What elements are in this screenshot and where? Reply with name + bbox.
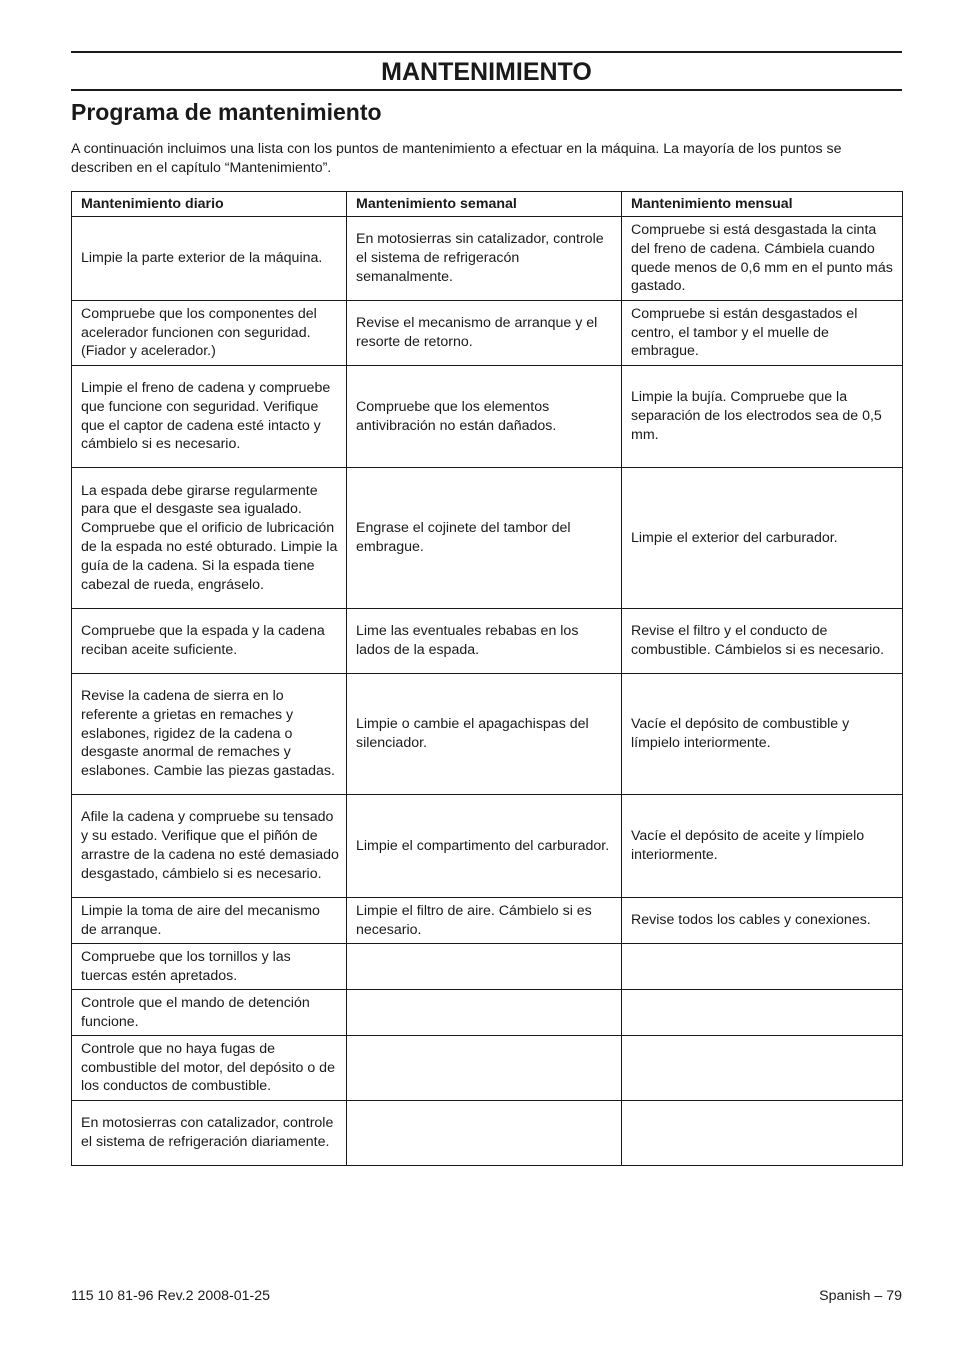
document-number: 115 10 81-96 Rev.2 2008-01-25 [71, 1288, 271, 1304]
table-header-row [72, 192, 903, 217]
cell-weekly [347, 1036, 622, 1101]
cell-daily: Limpie la toma de aire del mecanismo de arranque. [72, 898, 347, 944]
cell-daily: Controle que el mando de detención funcione. [72, 990, 347, 1036]
cell-daily: Compruebe que los componentes del acelerador funcionen con seguridad. (Fiador y acelerador.) [72, 301, 347, 366]
cell-daily: Compruebe que los tornillos y las tuercas estén apretados. [72, 944, 347, 990]
page-number: Spanish – 79 [819, 1288, 902, 1304]
cell-daily: En motosierras con catalizador, controle el sistema de refrigeración diariamente. [72, 1101, 347, 1166]
cell-daily: Limpie la parte exterior de la máquina. [72, 217, 347, 301]
header-daily: Mantenimiento diario [72, 192, 347, 217]
table-row [72, 217, 903, 301]
table-row [72, 944, 903, 990]
section-title: MANTENIMIENTO [381, 58, 592, 86]
cell-monthly: Compruebe si está desgastada la cinta del freno de cadena. Cámbiela cuando quede menos de 0,6 mm en el punto más gastado. [622, 217, 903, 301]
cell-weekly: Lime las eventuales rebabas en los lados de la espada. [347, 609, 622, 674]
table-row [72, 898, 903, 944]
section-header [71, 51, 902, 91]
table-row [72, 609, 903, 674]
table-row [72, 301, 903, 366]
cell-weekly: Revise el mecanismo de arranque y el resorte de retorno. [347, 301, 622, 366]
cell-daily: Afile la cadena y compruebe su tensado y su estado. Verifique que el piñón de arrastre de la cadena no esté demasiado desgastado, cámbielo si es necesario. [72, 795, 347, 898]
cell-weekly: Compruebe que los elementos antivibración no están dañados. [347, 366, 622, 468]
cell-daily: Revise la cadena de sierra en lo referente a grietas en remaches y eslabones, rigidez de la cadena o desgaste anormal de remaches y eslabones. Cambie las piezas gastadas. [72, 674, 347, 795]
cell-daily: Controle que no haya fugas de combustible del motor, del depósito o de los conductos de combustible. [72, 1036, 347, 1101]
cell-monthly: Revise el filtro y el conducto de combustible. Cámbielos si es necesario. [622, 609, 903, 674]
header-weekly: Mantenimiento semanal [347, 192, 622, 217]
cell-weekly [347, 990, 622, 1036]
cell-monthly [622, 990, 903, 1036]
cell-weekly: Limpie o cambie el apagachispas del silenciador. [347, 674, 622, 795]
cell-weekly [347, 1101, 622, 1166]
cell-weekly: En motosierras sin catalizador, controle el sistema de refrigeracón semanalmente. [347, 217, 622, 301]
cell-monthly: Revise todos los cables y conexiones. [622, 898, 903, 944]
intro-paragraph: A continuación incluimos una lista con los puntos de mantenimiento a efectuar en la máquina. La mayoría de los puntos se describen en el capítulo “Mantenimiento”. [71, 141, 842, 176]
cell-monthly: Vacíe el depósito de aceite y límpielo interiormente. [622, 795, 903, 898]
cell-weekly: Limpie el filtro de aire. Cámbielo si es necesario. [347, 898, 622, 944]
table-row [72, 468, 903, 609]
cell-monthly: Vacíe el depósito de combustible y límpielo interiormente. [622, 674, 903, 795]
cell-monthly [622, 1036, 903, 1101]
page-subtitle: Programa de mantenimiento [71, 99, 382, 125]
table-row [72, 795, 903, 898]
cell-monthly: Limpie el exterior del carburador. [622, 468, 903, 609]
cell-daily: Limpie el freno de cadena y compruebe que funcione con seguridad. Verifique que el captor de cadena esté intacto y cámbielo si es necesario. [72, 366, 347, 468]
table-row [72, 990, 903, 1036]
cell-weekly: Limpie el compartimento del carburador. [347, 795, 622, 898]
table-row [72, 366, 903, 468]
cell-monthly: Limpie la bujía. Compruebe que la separación de los electrodos sea de 0,5 mm. [622, 366, 903, 468]
cell-daily: La espada debe girarse regularmente para que el desgaste sea igualado. Compruebe que el orificio de lubricación de la espada no esté obturado. Limpie la guía de la cadena. Si la espada tiene cabezal de rueda, engráselo. [72, 468, 347, 609]
maintenance-schedule-table [71, 191, 903, 1166]
cell-monthly: Compruebe si están desgastados el centro, el tambor y el muelle de embrague. [622, 301, 903, 366]
cell-monthly [622, 944, 903, 990]
table-row [72, 674, 903, 795]
table-row [72, 1036, 903, 1101]
header-monthly: Mantenimiento mensual [622, 192, 903, 217]
cell-monthly [622, 1101, 903, 1166]
table-row [72, 1101, 903, 1166]
cell-weekly [347, 944, 622, 990]
cell-daily: Compruebe que la espada y la cadena reciban aceite suficiente. [72, 609, 347, 674]
cell-weekly: Engrase el cojinete del tambor del embrague. [347, 468, 622, 609]
